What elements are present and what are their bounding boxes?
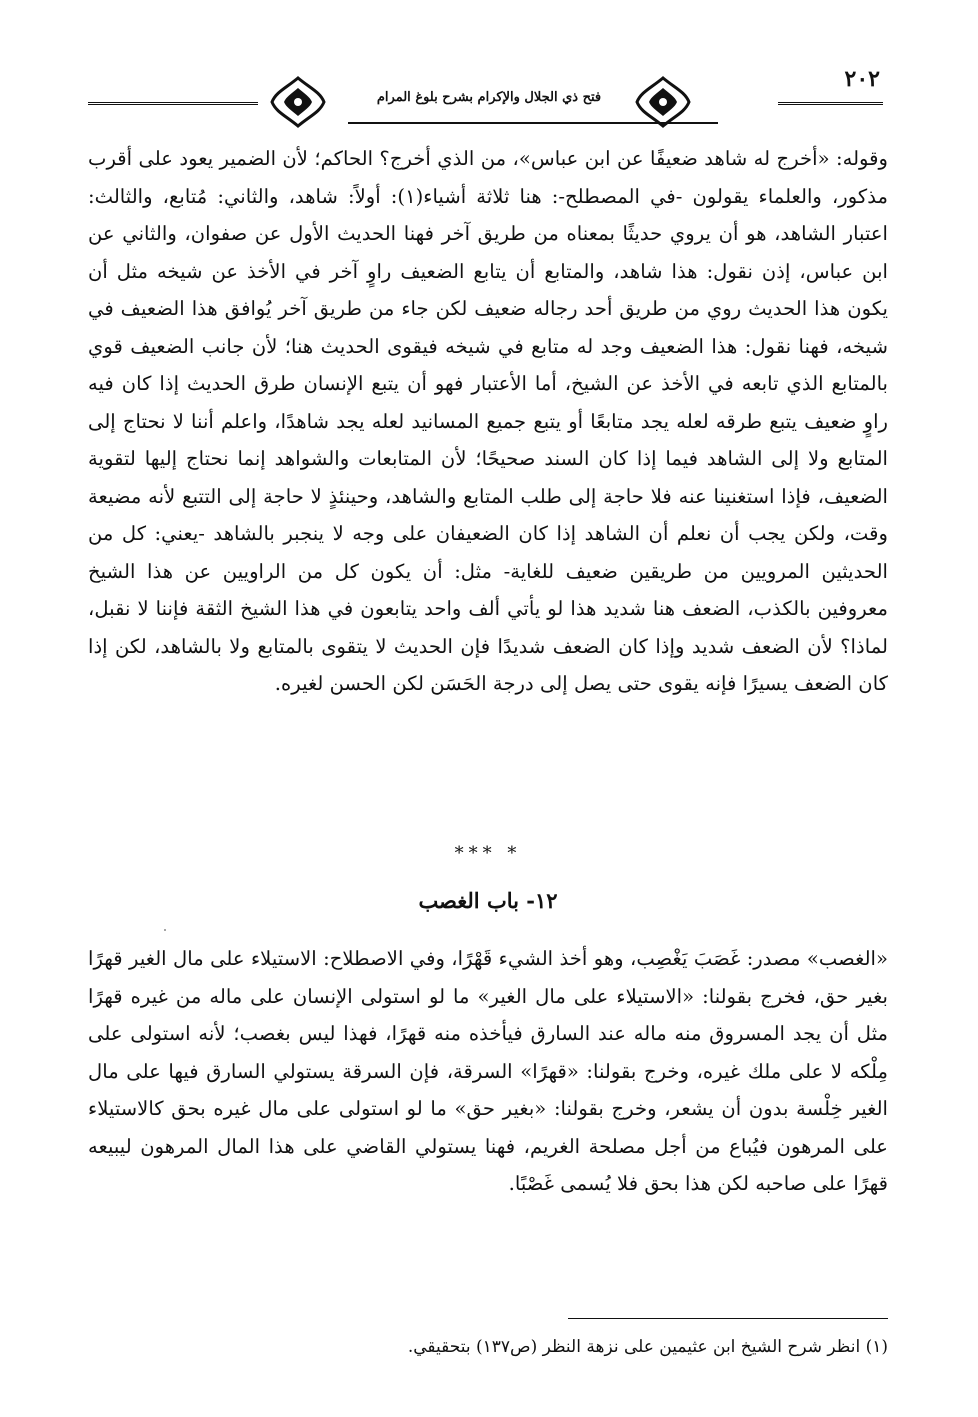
paragraph: «الغصب» مصدر: غَصَبَ يَغْصِب، وهو أخذ الشيء قَهْرًا، وفي الاصطلاح: الاستيلاء على مال الغير قهرًا بغير حق، فخرج بقولنا: «الاستيلاء على مال الغير» ما لو استولى الإنسان على ماله من غيره قهرًا مثل أن يجد المسروق منه ماله عند السارق فيأخذه منه قهرًا، فهذا ليس بغصب؛ لأنه استولى على مِلْكه لا على ملك غيره، وخرج بقولنا: «قهرًا» السرقة، فإن السرقة يستولي السارق فيها على مال الغير خِلْسة بدون أن يشعر، وخرج بقولنا: «بغير حق» ما لو استولى على مال غيره بحق كالاستيلاء على المرهون فيُباع من أجل مصلحة الغريم، فهنا يستولي القاضي على هذا المال المرهون ليبيعه قهرًا على صاحبه لكن هذا بحق فلا يُسمى غَصْبًا.	[88, 947, 888, 1195]
header-rule-right	[778, 102, 883, 105]
paragraph: وقوله: «أخرج له شاهد ضعيفًا عن ابن عباس»، من الذي أخرج؟ الحاكم؛ لأن الضمير يعود على أقرب مذكور، والعلماء يقولون -في المصطلح-: هنا ثلاثة أشياء(١): أولاً: شاهد، والثاني: مُتابع، والثالث: اعتبار الشاهد، هو أن يروي حديثًا بمعناه من طريق آخر فهنا الحديث الأول عن صفوان، والثاني عن ابن عباس، إذن نقول: هذا شاهد، والمتابع أن يتابع الضعيف راوٍ آخر في الأخذ عن شيخه مثل أن يكون هذا الحديث روي من طريق أحد رجاله ضعيف لكن جاء من طريق آخر يُوافق هذا الضعيف في شيخه، فهنا نقول: هذا الضعيف وجد له متابع في شيخه فيقوى الحديث هنا؛ لأن جانب الضعيف قوي بالمتابع الذي تابعه في الأخذ عن الشيخ، أما الأعتبار فهو أن يتبع الإنسان طرق الحديث إذا كان فيه راوٍ ضعيف يتبع طرقه لعله يجد متابعًا أو يتبع جميع المسانيد لعله يجد شاهدًا، واعلم أننا لا نحتاج إلى المتابع ولا إلى الشاهد فيما إذا كان السند صحيحًا؛ لأن المتابعات والشواهد إنما نحتاج إليها لتقوية الضعيف، فإذا استغنينا عنه فلا حاجة إلى طلب المتابع والشاهد، وحينئذٍ لا حاجة إلى التتبع لأنه مضيعة وقت، ولكن يجب أن نعلم أن الشاهد إذا كان الضعيفان على وجه لا ينجبر بالشاهد -يعني: كل من الحديثين المرويين من طريقين ضعيف للغاية- مثل: أن يكون كل من الراويين عن هذا الشيخ معروفين بالكذب، الضعف هنا شديد هذا لو يأتي ألف واحد يتابعون في هذا الشيخ الثقة فإننا لا نقبل، لماذا؟ لأن الضعف شديد وإذا كان الضعف شديدًا فإن الحديث لا يتقوى بالمتابع ولا بالشاهد، لكن إذا كان الضعف يسيرًا فإنه يقوى حتى يصل إلى درجة الحَسَن لكن الحسن لغيره.	[88, 147, 888, 695]
footnote: (١) انظر شرح الشيخ ابن عثيمين على نزهة النظر (ص١٣٧) بتحقيقي.	[407, 1337, 888, 1357]
page-header	[88, 58, 888, 128]
floral-ornament-icon	[633, 74, 693, 130]
chapter-text	[88, 940, 888, 1203]
main-text	[88, 140, 888, 703]
page-number: ٢٠٢	[844, 66, 880, 92]
header-rule-left	[88, 102, 258, 105]
footnote-rule	[568, 1318, 888, 1319]
chapter-heading: ١٢- باب الغصب	[418, 888, 558, 913]
floral-ornament-icon	[268, 74, 328, 130]
running-title: فتح ذي الجلال والإكرام بشرح بلوغ المرام	[376, 90, 602, 105]
speck	[164, 929, 166, 931]
section-divider: *** *	[454, 843, 522, 864]
